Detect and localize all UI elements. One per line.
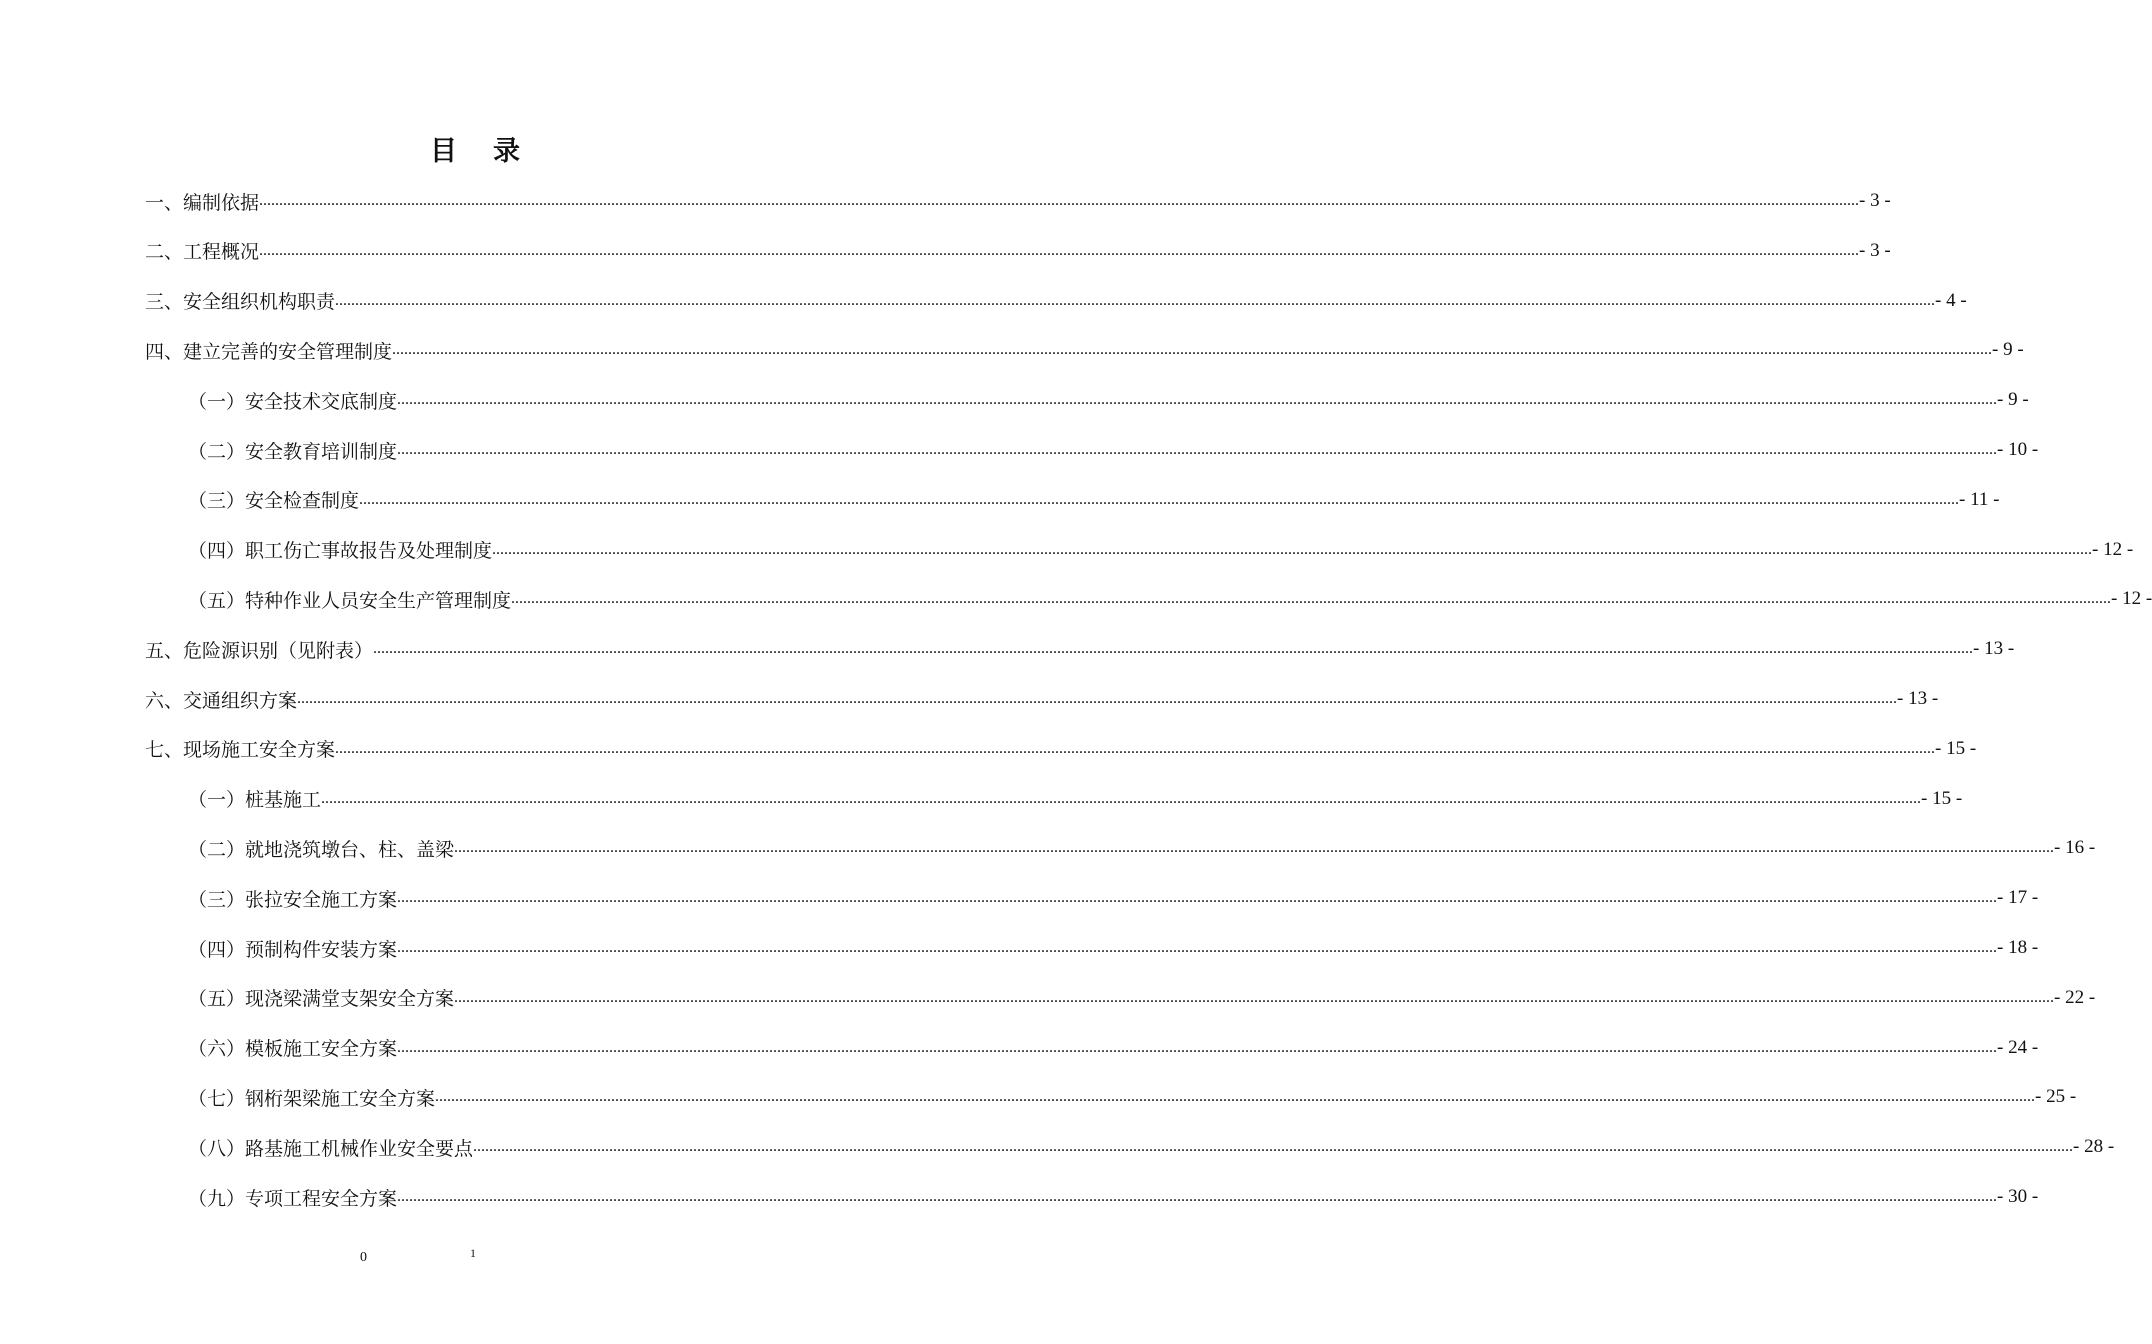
toc-leader-dots: ................................................................................................................................................................................................................................................................................................................................................................................................................ — [259, 192, 1860, 209]
toc-leader-dots: ................................................................................................................................................................................................................................................................................................................................................................................................................ — [454, 988, 2055, 1006]
toc-leader-dots: ................................................................................................................................................................................................................................................................................................................................................................................................................ — [335, 739, 1936, 757]
toc-leader-dots: ................................................................................................................................................................................................................................................................................................................................................................................................................ — [397, 441, 1998, 458]
toc-leader-dots: ................................................................................................................................................................................................................................................................................................................................................................................................................ — [473, 1138, 2074, 1156]
toc-leader-dots: ................................................................................................................................................................................................................................................................................................................................................................................................................ — [359, 490, 1960, 508]
toc-entry[interactable] — [145, 176, 1891, 226]
toc-entry-label: （一）桩基施工 — [188, 789, 322, 812]
toc-leader-dots: ................................................................................................................................................................................................................................................................................................................................................................................................................ — [335, 291, 1936, 309]
toc-entry-label: 三、安全组织机构职责 — [145, 291, 336, 314]
toc-leader-dots: ................................................................................................................................................................................................................................................................................................................................................................................................................ — [259, 241, 1860, 259]
toc-entry-page: - 13 - — [1973, 638, 2015, 660]
toc-leader-dots: ................................................................................................................................................................................................................................................................................................................................................................................................................ — [397, 939, 1998, 956]
toc-entry[interactable] — [188, 923, 2039, 973]
toc-entry[interactable] — [145, 226, 1891, 276]
toc-entry-page: - 3 - — [1859, 239, 1891, 261]
toc-entry[interactable] — [188, 1023, 2039, 1073]
toc-entry-label: （二）就地浇筑墩台、柱、盖梁 — [188, 838, 455, 861]
toc-entry[interactable] — [188, 823, 2096, 873]
toc-entry[interactable] — [145, 276, 1967, 326]
toc-entry-label: （二）安全教育培训制度 — [188, 440, 398, 463]
toc-leader-dots: ................................................................................................................................................................................................................................................................................................................................................................................................................ — [511, 590, 2112, 608]
toc-entry-label: （三）张拉安全施工方案 — [188, 888, 398, 911]
toc-leader-dots: ................................................................................................................................................................................................................................................................................................................................................................................................................ — [297, 690, 1898, 707]
toc-entry-label: （九）专项工程安全方案 — [188, 1187, 398, 1210]
toc-entry[interactable] — [188, 574, 2152, 624]
toc-entry[interactable] — [188, 1072, 2077, 1122]
toc-entry-label: （五）现浇梁满堂支架安全方案 — [188, 988, 455, 1011]
toc-entry-label: （五）特种作业人员安全生产管理制度 — [188, 589, 512, 612]
toc-entry-page: - 11 - — [1959, 488, 2000, 510]
toc-entry-page: - 4 - — [1935, 289, 1967, 311]
toc-entry-label: 二、工程概况 — [145, 241, 260, 264]
page-title: 目录 — [430, 136, 556, 167]
toc-leader-dots: ................................................................................................................................................................................................................................................................................................................................................................................................................ — [397, 889, 1998, 907]
toc-entry[interactable] — [188, 774, 1963, 824]
toc-entry[interactable] — [188, 375, 2029, 425]
footer-number-right: 1 — [470, 1246, 476, 1260]
toc-entry-label: 六、交通组织方案 — [145, 689, 298, 712]
toc-entry-label: 七、现场施工安全方案 — [145, 739, 336, 762]
toc-leader-dots: ................................................................................................................................................................................................................................................................................................................................................................................................................ — [435, 1088, 2036, 1106]
toc-leader-dots: ................................................................................................................................................................................................................................................................................................................................................................................................................ — [373, 640, 1974, 658]
toc-entry-page: - 24 - — [1997, 1036, 2039, 1058]
toc-entry-label: 五、危险源识别（见附表） — [145, 639, 374, 662]
toc-entry-label: （六）模板施工安全方案 — [188, 1038, 398, 1061]
toc-entry-page: - 28 - — [2073, 1136, 2115, 1158]
toc-entry[interactable] — [188, 973, 2096, 1023]
toc-entry-page: - 18 - — [1997, 937, 2039, 958]
toc-leader-dots: ................................................................................................................................................................................................................................................................................................................................................................................................................ — [454, 839, 2055, 857]
toc-entry-page: - 25 - — [2035, 1086, 2077, 1108]
toc-entry-label: （八）路基施工机械作业安全要点 — [188, 1137, 474, 1160]
toc-entry-page: - 15 - — [1921, 787, 1963, 809]
toc-entry-page: - 30 - — [1997, 1186, 2039, 1207]
toc-entry-label: （三）安全检查制度 — [188, 490, 360, 513]
toc-entry[interactable] — [188, 873, 2039, 923]
toc-entry-label: （四）职工伤亡事故报告及处理制度 — [188, 540, 493, 563]
toc-entry[interactable] — [188, 1172, 2039, 1222]
toc-entry[interactable] — [188, 1122, 2115, 1172]
toc-entry-page: - 10 - — [1997, 439, 2039, 460]
toc-entry[interactable] — [145, 325, 2024, 375]
toc-entry-label: 一、编制依据 — [145, 191, 260, 214]
toc-entry-page: - 12 - — [2092, 538, 2134, 560]
toc-entry-page: - 9 - — [1997, 389, 2029, 411]
toc-entry[interactable] — [188, 525, 2134, 575]
toc-entry-page: - 22 - — [2054, 986, 2096, 1008]
toc-entry[interactable] — [145, 674, 1939, 724]
toc-entry[interactable] — [145, 624, 2015, 674]
toc-leader-dots: ................................................................................................................................................................................................................................................................................................................................................................................................................ — [397, 1188, 1998, 1205]
toc-entry-label: 四、建立完善的安全管理制度 — [145, 340, 393, 363]
toc-leader-dots: ................................................................................................................................................................................................................................................................................................................................................................................................................ — [392, 341, 1993, 359]
toc-entry-page: - 12 - — [2111, 588, 2152, 610]
toc-leader-dots: ................................................................................................................................................................................................................................................................................................................................................................................................................ — [397, 391, 1998, 409]
toc-entry[interactable] — [145, 724, 1977, 774]
toc-entry[interactable] — [188, 475, 2000, 525]
toc-entry[interactable] — [188, 425, 2039, 475]
toc-entry-page: - 17 - — [1997, 887, 2039, 909]
toc-entry-page: - 16 - — [2054, 837, 2096, 859]
toc-entry-label: （七）钢桁架梁施工安全方案 — [188, 1087, 436, 1110]
toc-entry-label: （一）安全技术交底制度 — [188, 390, 398, 413]
toc-entry-page: - 15 - — [1935, 737, 1977, 759]
toc-leader-dots: ................................................................................................................................................................................................................................................................................................................................................................................................................ — [397, 1038, 1998, 1056]
toc-entry-page: - 3 - — [1859, 190, 1891, 211]
footer-number-left: 0 — [360, 1250, 367, 1265]
toc-entry-label: （四）预制构件安装方案 — [188, 938, 398, 961]
toc-entry-page: - 9 - — [1992, 339, 2024, 361]
toc-leader-dots: ................................................................................................................................................................................................................................................................................................................................................................................................................ — [492, 540, 2093, 558]
toc-entry-page: - 13 - — [1897, 688, 1939, 709]
toc-leader-dots: ................................................................................................................................................................................................................................................................................................................................................................................................................ — [321, 789, 1922, 807]
